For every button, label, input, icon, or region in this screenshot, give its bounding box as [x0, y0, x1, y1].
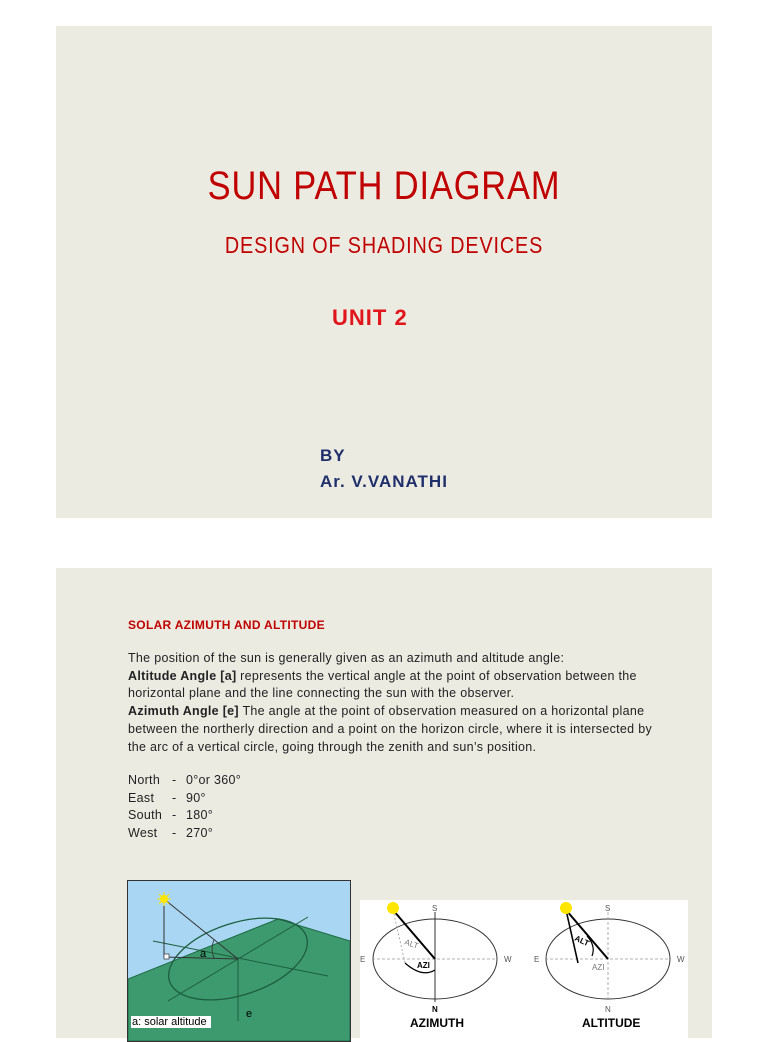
altitude-diagram [534, 902, 685, 1014]
sun-icon [560, 902, 572, 914]
label-s: S [432, 904, 438, 913]
azimuth-term: Azimuth Angle [e] [128, 704, 239, 719]
direction-dash: - [172, 790, 177, 805]
label-azi: AZI [417, 961, 430, 970]
direction-row [128, 772, 241, 790]
direction-value: 270° [186, 825, 214, 840]
intro-text: The position of the sun is generally given as an azimuth and altitude angle: [128, 651, 565, 665]
label-n: N [605, 1005, 611, 1014]
right-angle-marker [164, 954, 169, 959]
title-slide [56, 26, 712, 518]
label-e: E [534, 955, 540, 964]
direction-row [128, 807, 241, 825]
label-e: e [246, 1008, 253, 1020]
label-alt: ALT [573, 933, 591, 949]
label-n: N [432, 1005, 438, 1014]
label-e: E [360, 955, 366, 964]
direction-name: East [128, 790, 155, 805]
azimuth-diagram [360, 902, 512, 1014]
direction-value: 90° [186, 790, 206, 805]
direction-dash: - [172, 825, 177, 840]
altitude-term: Altitude Angle [a] [128, 668, 237, 683]
slide-title: SUN PATH DIAGRAM [207, 164, 561, 208]
unit-label: UNIT 2 [332, 305, 408, 330]
direction-name: West [128, 825, 158, 840]
label-alt: ALT [403, 937, 420, 951]
intro-paragraph [128, 650, 668, 756]
direction-value: 180° [186, 808, 214, 823]
direction-list [128, 772, 241, 842]
sun-icon [387, 902, 399, 914]
direction-row [128, 825, 241, 843]
section-heading: SOLAR AZIMUTH AND ALTITUDE [128, 618, 325, 632]
sun-line [393, 910, 435, 959]
azimuth-altitude-diagrams [360, 900, 688, 1040]
direction-name: North [128, 773, 161, 787]
solar-angle-illustration [127, 880, 351, 1042]
author-name: Ar. V.VANATHI [320, 472, 448, 491]
azimuth-caption: AZIMUTH [410, 1016, 464, 1030]
by-label: BY [320, 446, 346, 465]
label-azi: AZI [592, 963, 605, 972]
direction-name: South [128, 808, 163, 823]
content-slide [56, 568, 712, 1038]
direction-dash: - [172, 808, 177, 823]
label-w: W [504, 955, 512, 964]
azimuth-definition: The angle at the point of observation measured on a horizontal plane between the northerly direction and a point on the horizon circle, where it is intersected by the arc of a vertical circle, going through the zenith and sun’s position. [128, 704, 653, 754]
label-s: S [605, 904, 611, 913]
figure-caption: a: solar altitude [131, 1016, 211, 1028]
label-a: a [200, 948, 207, 960]
direction-value: 0°or 360° [186, 773, 242, 787]
sun-rays-icon [157, 892, 171, 906]
altitude-definition: represents the vertical angle at the point of observation between the horizontal plane and the line connecting the sun with the observer. [128, 668, 637, 701]
slide-subtitle: DESIGN OF SHADING DEVICES [224, 232, 544, 258]
direction-row [128, 790, 241, 808]
label-w: W [677, 955, 685, 964]
direction-dash: - [172, 773, 177, 787]
altitude-caption: ALTITUDE [582, 1016, 641, 1030]
